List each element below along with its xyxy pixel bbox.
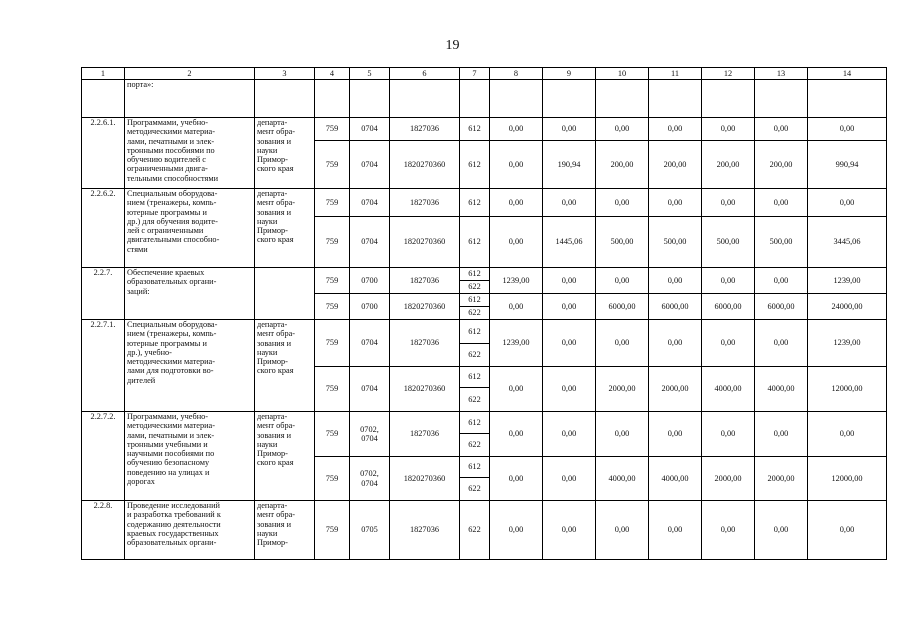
code-ministry: 759 (315, 118, 350, 141)
value-col-11: 2000,00 (649, 367, 702, 412)
value-col-10: 0,00 (596, 268, 649, 294)
item-name: Специальным оборудова- нием (тренажеры, компь- ютерные программы и др.) для обучения водите- лей с ограниченными двигательными способно- стями (125, 189, 255, 268)
value-col-13: 0,00 (755, 268, 808, 294)
value-col-12: 200,00 (702, 141, 755, 189)
cell-col-11 (649, 80, 702, 118)
code-type: 612 (460, 118, 490, 141)
column-header-14: 14 (808, 68, 887, 80)
value-col-9: 0,00 (543, 320, 596, 367)
code-section: 0704 (350, 320, 390, 367)
code-section: 0704 (350, 367, 390, 412)
value-col-12: 0,00 (702, 189, 755, 217)
code-section: 0705 (350, 501, 390, 560)
column-header-7: 7 (460, 68, 490, 80)
code-target: 1827036 (390, 412, 460, 457)
value-col-10: 500,00 (596, 217, 649, 268)
code-section: 0702, 0704 (350, 412, 390, 457)
column-header-2: 2 (125, 68, 255, 80)
value-col-14: 0,00 (808, 412, 887, 457)
value-col-9: 0,00 (543, 294, 596, 320)
value-col-8: 0,00 (490, 294, 543, 320)
header-row (82, 68, 887, 80)
code-type: 612 (460, 457, 490, 478)
code-ministry: 759 (315, 294, 350, 320)
code-target: 1820270360 (390, 141, 460, 189)
code-ministry: 759 (315, 189, 350, 217)
value-col-11: 0,00 (649, 118, 702, 141)
value-col-9: 190,94 (543, 141, 596, 189)
code-ministry: 759 (315, 501, 350, 560)
code-type: 612 (460, 320, 490, 344)
value-col-8: 0,00 (490, 367, 543, 412)
code-type: 622 (460, 434, 490, 457)
value-col-9: 0,00 (543, 268, 596, 294)
value-col-11: 0,00 (649, 268, 702, 294)
value-col-11: 500,00 (649, 217, 702, 268)
code-section: 0704 (350, 118, 390, 141)
code-ministry: 759 (315, 412, 350, 457)
value-col-8: 0,00 (490, 457, 543, 501)
column-header-3: 3 (255, 68, 315, 80)
value-col-10: 6000,00 (596, 294, 649, 320)
code-type: 612 (460, 189, 490, 217)
cell-col-14 (808, 80, 887, 118)
item-name: Программами, учебно- методическими материа- лами, печатными и элек- тронными учебными и научными пособиями по обучению безопасному поведению на улицах и дорогах (125, 412, 255, 501)
code-target: 1820270360 (390, 457, 460, 501)
value-col-11: 0,00 (649, 501, 702, 560)
cell-col-8 (490, 80, 543, 118)
value-col-13: 0,00 (755, 412, 808, 457)
column-header-6: 6 (390, 68, 460, 80)
value-col-12: 0,00 (702, 412, 755, 457)
value-col-13: 500,00 (755, 217, 808, 268)
table-row (82, 268, 887, 281)
value-col-12: 0,00 (702, 118, 755, 141)
value-col-14: 12000,00 (808, 367, 887, 412)
value-col-14: 990,94 (808, 141, 887, 189)
code-type: 622 (460, 307, 490, 320)
code-type: 612 (460, 294, 490, 307)
code-section: 0704 (350, 217, 390, 268)
code-ministry: 759 (315, 217, 350, 268)
item-number: 2.2.6.2. (82, 189, 125, 268)
item-name: Обеспечение краевых образовательных органи- заций: (125, 268, 255, 320)
value-col-12: 2000,00 (702, 457, 755, 501)
value-col-12: 4000,00 (702, 367, 755, 412)
value-col-9: 0,00 (543, 457, 596, 501)
executor: департа- мент обра- зования и науки Примор- ского края (255, 189, 315, 268)
cell-col-12 (702, 80, 755, 118)
value-col-10: 2000,00 (596, 367, 649, 412)
page-number: 19 (445, 38, 460, 53)
column-header-4: 4 (315, 68, 350, 80)
value-col-9: 0,00 (543, 367, 596, 412)
code-target: 1827036 (390, 501, 460, 560)
item-number: 2.2.7. (82, 268, 125, 320)
code-type: 622 (460, 478, 490, 501)
item-name: Специальным оборудова- нием (тренажеры, компь- ютерные программы и др.), учебно- методическими материа- лами для подготовки во- дителей (125, 320, 255, 412)
column-header-10: 10 (596, 68, 649, 80)
value-col-13: 200,00 (755, 141, 808, 189)
value-col-11: 0,00 (649, 412, 702, 457)
budget-table (81, 67, 887, 560)
code-type: 612 (460, 268, 490, 281)
executor (255, 268, 315, 320)
value-col-14: 0,00 (808, 118, 887, 141)
value-col-9: 1445,06 (543, 217, 596, 268)
item-number: 2.2.8. (82, 501, 125, 560)
code-type: 622 (460, 281, 490, 294)
code-target: 1820270360 (390, 217, 460, 268)
code-type: 612 (460, 367, 490, 388)
code-target: 1827036 (390, 268, 460, 294)
item-number: 2.2.7.2. (82, 412, 125, 501)
code-type: 612 (460, 217, 490, 268)
cell-col-5 (350, 80, 390, 118)
cell-col-6 (390, 80, 460, 118)
code-ministry: 759 (315, 457, 350, 501)
value-col-8: 1239,00 (490, 268, 543, 294)
code-section: 0700 (350, 268, 390, 294)
value-col-8: 0,00 (490, 412, 543, 457)
code-ministry: 759 (315, 268, 350, 294)
code-type: 622 (460, 388, 490, 412)
value-col-14: 0,00 (808, 189, 887, 217)
column-header-12: 12 (702, 68, 755, 80)
value-col-14: 1239,00 (808, 268, 887, 294)
value-col-13: 0,00 (755, 118, 808, 141)
value-col-13: 0,00 (755, 189, 808, 217)
value-col-10: 4000,00 (596, 457, 649, 501)
value-col-12: 0,00 (702, 320, 755, 367)
code-ministry: 759 (315, 141, 350, 189)
executor: департа- мент обра- зования и науки Примор- ского края (255, 412, 315, 501)
cell-col-2: порта»: (125, 80, 255, 118)
column-header-1: 1 (82, 68, 125, 80)
code-target: 1820270360 (390, 367, 460, 412)
value-col-12: 0,00 (702, 268, 755, 294)
value-col-10: 0,00 (596, 118, 649, 141)
item-number: 2.2.6.1. (82, 118, 125, 189)
value-col-14: 3445,06 (808, 217, 887, 268)
column-header-5: 5 (350, 68, 390, 80)
code-target: 1827036 (390, 320, 460, 367)
value-col-8: 0,00 (490, 141, 543, 189)
value-col-8: 0,00 (490, 501, 543, 560)
table-row (82, 118, 887, 141)
executor: департа- мент обра- зования и науки Примор- ского края (255, 118, 315, 189)
value-col-10: 200,00 (596, 141, 649, 189)
value-col-9: 0,00 (543, 118, 596, 141)
code-ministry: 759 (315, 320, 350, 367)
table-row (82, 80, 887, 118)
value-col-8: 0,00 (490, 189, 543, 217)
table-row (82, 501, 887, 560)
value-col-8: 1239,00 (490, 320, 543, 367)
value-col-13: 4000,00 (755, 367, 808, 412)
value-col-13: 0,00 (755, 320, 808, 367)
value-col-11: 6000,00 (649, 294, 702, 320)
value-col-11: 0,00 (649, 320, 702, 367)
value-col-8: 0,00 (490, 118, 543, 141)
value-col-13: 0,00 (755, 501, 808, 560)
code-section: 0702, 0704 (350, 457, 390, 501)
code-target: 1820270360 (390, 294, 460, 320)
cell-col-3 (255, 80, 315, 118)
value-col-12: 0,00 (702, 501, 755, 560)
code-type: 622 (460, 501, 490, 560)
column-header-13: 13 (755, 68, 808, 80)
value-col-11: 0,00 (649, 189, 702, 217)
cell-col-1 (82, 80, 125, 118)
code-ministry: 759 (315, 367, 350, 412)
cell-col-9 (543, 80, 596, 118)
value-col-11: 200,00 (649, 141, 702, 189)
value-col-14: 12000,00 (808, 457, 887, 501)
column-header-11: 11 (649, 68, 702, 80)
table-row (82, 189, 887, 217)
code-type: 612 (460, 141, 490, 189)
column-header-8: 8 (490, 68, 543, 80)
item-number: 2.2.7.1. (82, 320, 125, 412)
value-col-10: 0,00 (596, 501, 649, 560)
value-col-14: 1239,00 (808, 320, 887, 367)
code-section: 0704 (350, 141, 390, 189)
column-header-9: 9 (543, 68, 596, 80)
value-col-11: 4000,00 (649, 457, 702, 501)
cell-col-10 (596, 80, 649, 118)
value-col-9: 0,00 (543, 501, 596, 560)
code-type: 622 (460, 344, 490, 367)
value-col-14: 0,00 (808, 501, 887, 560)
code-target: 1827036 (390, 118, 460, 141)
table-row (82, 320, 887, 344)
cell-col-7 (460, 80, 490, 118)
item-name: Проведение исследований и разработка требований к содержанию деятельности краевых государственных образовательных органи- (125, 501, 255, 560)
value-col-10: 0,00 (596, 412, 649, 457)
value-col-14: 24000,00 (808, 294, 887, 320)
value-col-9: 0,00 (543, 412, 596, 457)
code-type: 612 (460, 412, 490, 434)
cell-col-13 (755, 80, 808, 118)
value-col-12: 6000,00 (702, 294, 755, 320)
table-row (82, 412, 887, 434)
executor: департа- мент обра- зования и науки Примор- (255, 501, 315, 560)
value-col-10: 0,00 (596, 189, 649, 217)
value-col-12: 500,00 (702, 217, 755, 268)
value-col-9: 0,00 (543, 189, 596, 217)
item-name: Программами, учебно- методическими материа- лами, печатными и элек- тронными пособиями по обучению водителей с ограниченными двига- тельными способностями (125, 118, 255, 189)
code-section: 0700 (350, 294, 390, 320)
cell-col-4 (315, 80, 350, 118)
code-section: 0704 (350, 189, 390, 217)
value-col-13: 2000,00 (755, 457, 808, 501)
code-target: 1827036 (390, 189, 460, 217)
value-col-10: 0,00 (596, 320, 649, 367)
executor: департа- мент обра- зования и науки Примор- ского края (255, 320, 315, 412)
value-col-13: 6000,00 (755, 294, 808, 320)
value-col-8: 0,00 (490, 217, 543, 268)
